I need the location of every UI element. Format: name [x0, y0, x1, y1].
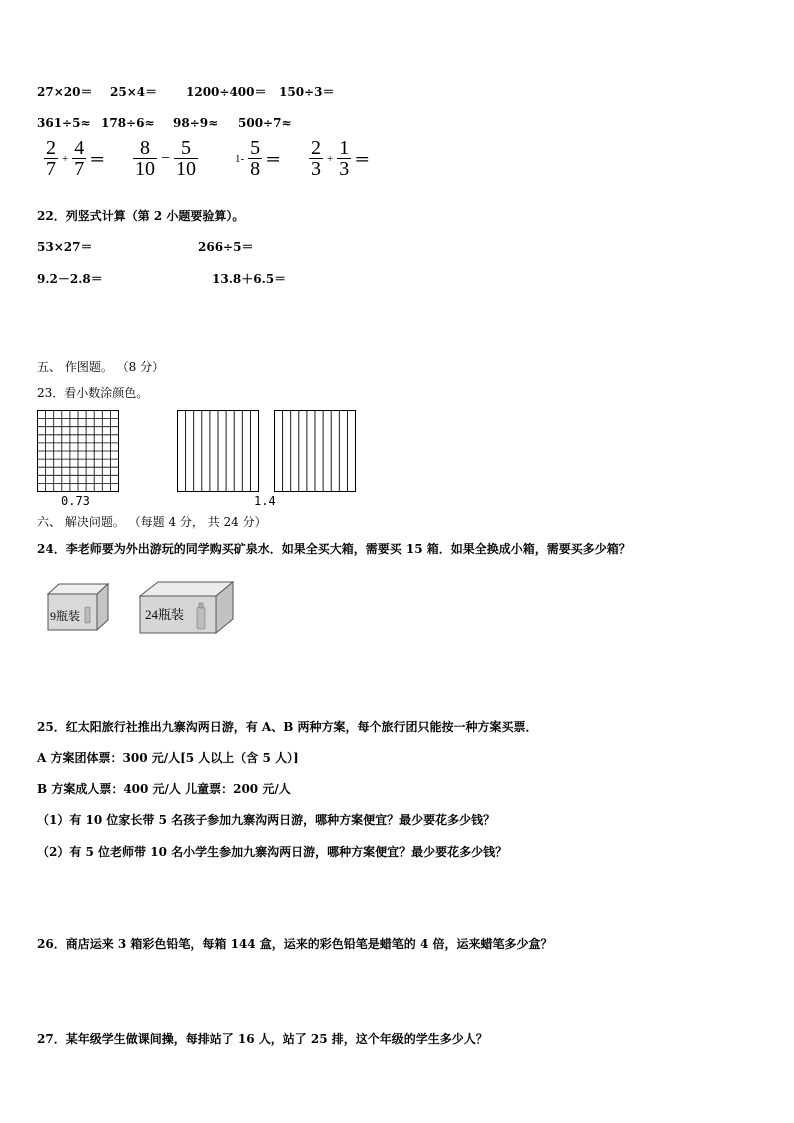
tenths-strip-2 — [274, 410, 356, 492]
oral-r2-c4: 500÷7≈ — [238, 116, 292, 130]
equals: ＝ — [265, 152, 282, 169]
big-box-label: 24瓶装 — [145, 607, 185, 622]
operator: + — [327, 152, 334, 165]
section6-title: 六、 解决问题。 （每题 4 分， 共 24 分） — [37, 515, 267, 529]
q25-sub-1: （1）有 10 位家长带 5 名孩子参加九寨沟两日游，哪种方案便宜？最少要花多少钱？ — [37, 813, 496, 827]
label-0-73: 0.73 — [61, 494, 90, 508]
small-box-illustration — [45, 580, 110, 632]
fraction — [133, 138, 157, 179]
prefix: 1- — [235, 152, 245, 165]
fraction — [337, 138, 351, 179]
fraction — [44, 138, 58, 179]
denominator: 3 — [311, 158, 321, 180]
q22-title: 22．列竖式计算（第 2 小题要验算）。 — [37, 209, 245, 223]
fraction — [309, 138, 323, 179]
denominator: 10 — [176, 158, 197, 180]
hundred-grid — [37, 410, 119, 492]
fraction — [248, 138, 262, 179]
numerator: 2 — [46, 137, 56, 159]
small-box-label: 9瓶装 — [50, 609, 81, 623]
q27-text: 27．某年级学生做课间操，每排站了 16 人，站了 25 排，这个年级的学生多少人？ — [37, 1032, 488, 1046]
denominator: 10 — [135, 158, 155, 180]
oral-r2-c3: 98÷9≈ — [173, 116, 219, 130]
q25-plan-a: A 方案团体票：300 元/人[5 人以上（含 5 人）] — [37, 751, 299, 765]
oral-r1-c1: 27×20＝ — [37, 85, 93, 99]
tenths-strip-1 — [177, 410, 259, 492]
fraction — [174, 138, 198, 179]
q22-item-4: 13.8＋6.5＝ — [212, 272, 287, 286]
q22-item-3: 9.2－2.8＝ — [37, 272, 103, 286]
numerator: 2 — [311, 137, 321, 159]
section5-title: 五、 作图题。 （8 分） — [37, 360, 165, 374]
q25-text: 25．红太阳旅行社推出九寨沟两日游，有 A、B 两种方案，每个旅行团只能按一种方案买票． — [37, 720, 538, 734]
denominator: 8 — [250, 158, 261, 180]
oral-r2-c2: 178÷6≈ — [101, 116, 155, 130]
equals: ＝ — [89, 152, 106, 169]
oral-r1-c3: 1200÷400＝ — [186, 85, 267, 99]
q26-text: 26．商店运来 3 箱彩色铅笔，每箱 144 盒，运来的彩色铅笔是蜡笔的 4 倍，运来蜡笔多少盒？ — [37, 937, 553, 951]
q22-item-2: 266÷5＝ — [198, 240, 254, 254]
fraction-expression-3 — [235, 138, 281, 179]
q22-item-1: 53×27＝ — [37, 240, 93, 254]
oral-r2-c1: 361÷5≈ — [37, 116, 91, 130]
fraction — [72, 138, 86, 179]
numerator: 4 — [74, 137, 85, 159]
operator: + — [62, 152, 69, 165]
denominator: 3 — [339, 158, 350, 180]
q25-sub-2: （2）有 5 位老师带 10 名小学生参加九寨沟两日游，哪种方案便宜？最少要花多少钱？ — [37, 845, 508, 859]
denominator: 7 — [46, 158, 56, 180]
q25-plan-b: B 方案成人票：400 元/人 儿童票：200 元/人 — [37, 782, 291, 796]
fraction-expression-4 — [309, 138, 370, 179]
numerator: 5 — [181, 137, 192, 159]
q23-title: 23．看小数涂颜色。 — [37, 386, 149, 400]
fraction-expression-2 — [133, 138, 198, 179]
numerator: 1 — [339, 137, 350, 159]
equals: ＝ — [354, 152, 371, 169]
operator: − — [161, 149, 171, 167]
oral-r1-c2: 25×4＝ — [110, 85, 158, 99]
denominator: 7 — [74, 158, 85, 180]
fraction-expression-1 — [44, 138, 105, 179]
q24-text: 24．李老师要为外出游玩的同学购买矿泉水．如果全买大箱，需要买 15 箱．如果全换成小箱，需要买多少箱？ — [37, 542, 631, 556]
numerator: 8 — [140, 137, 150, 159]
oral-r1-c4: 150÷3＝ — [279, 85, 335, 99]
label-1-4: 1.4 — [254, 494, 276, 508]
numerator: 5 — [250, 137, 261, 159]
